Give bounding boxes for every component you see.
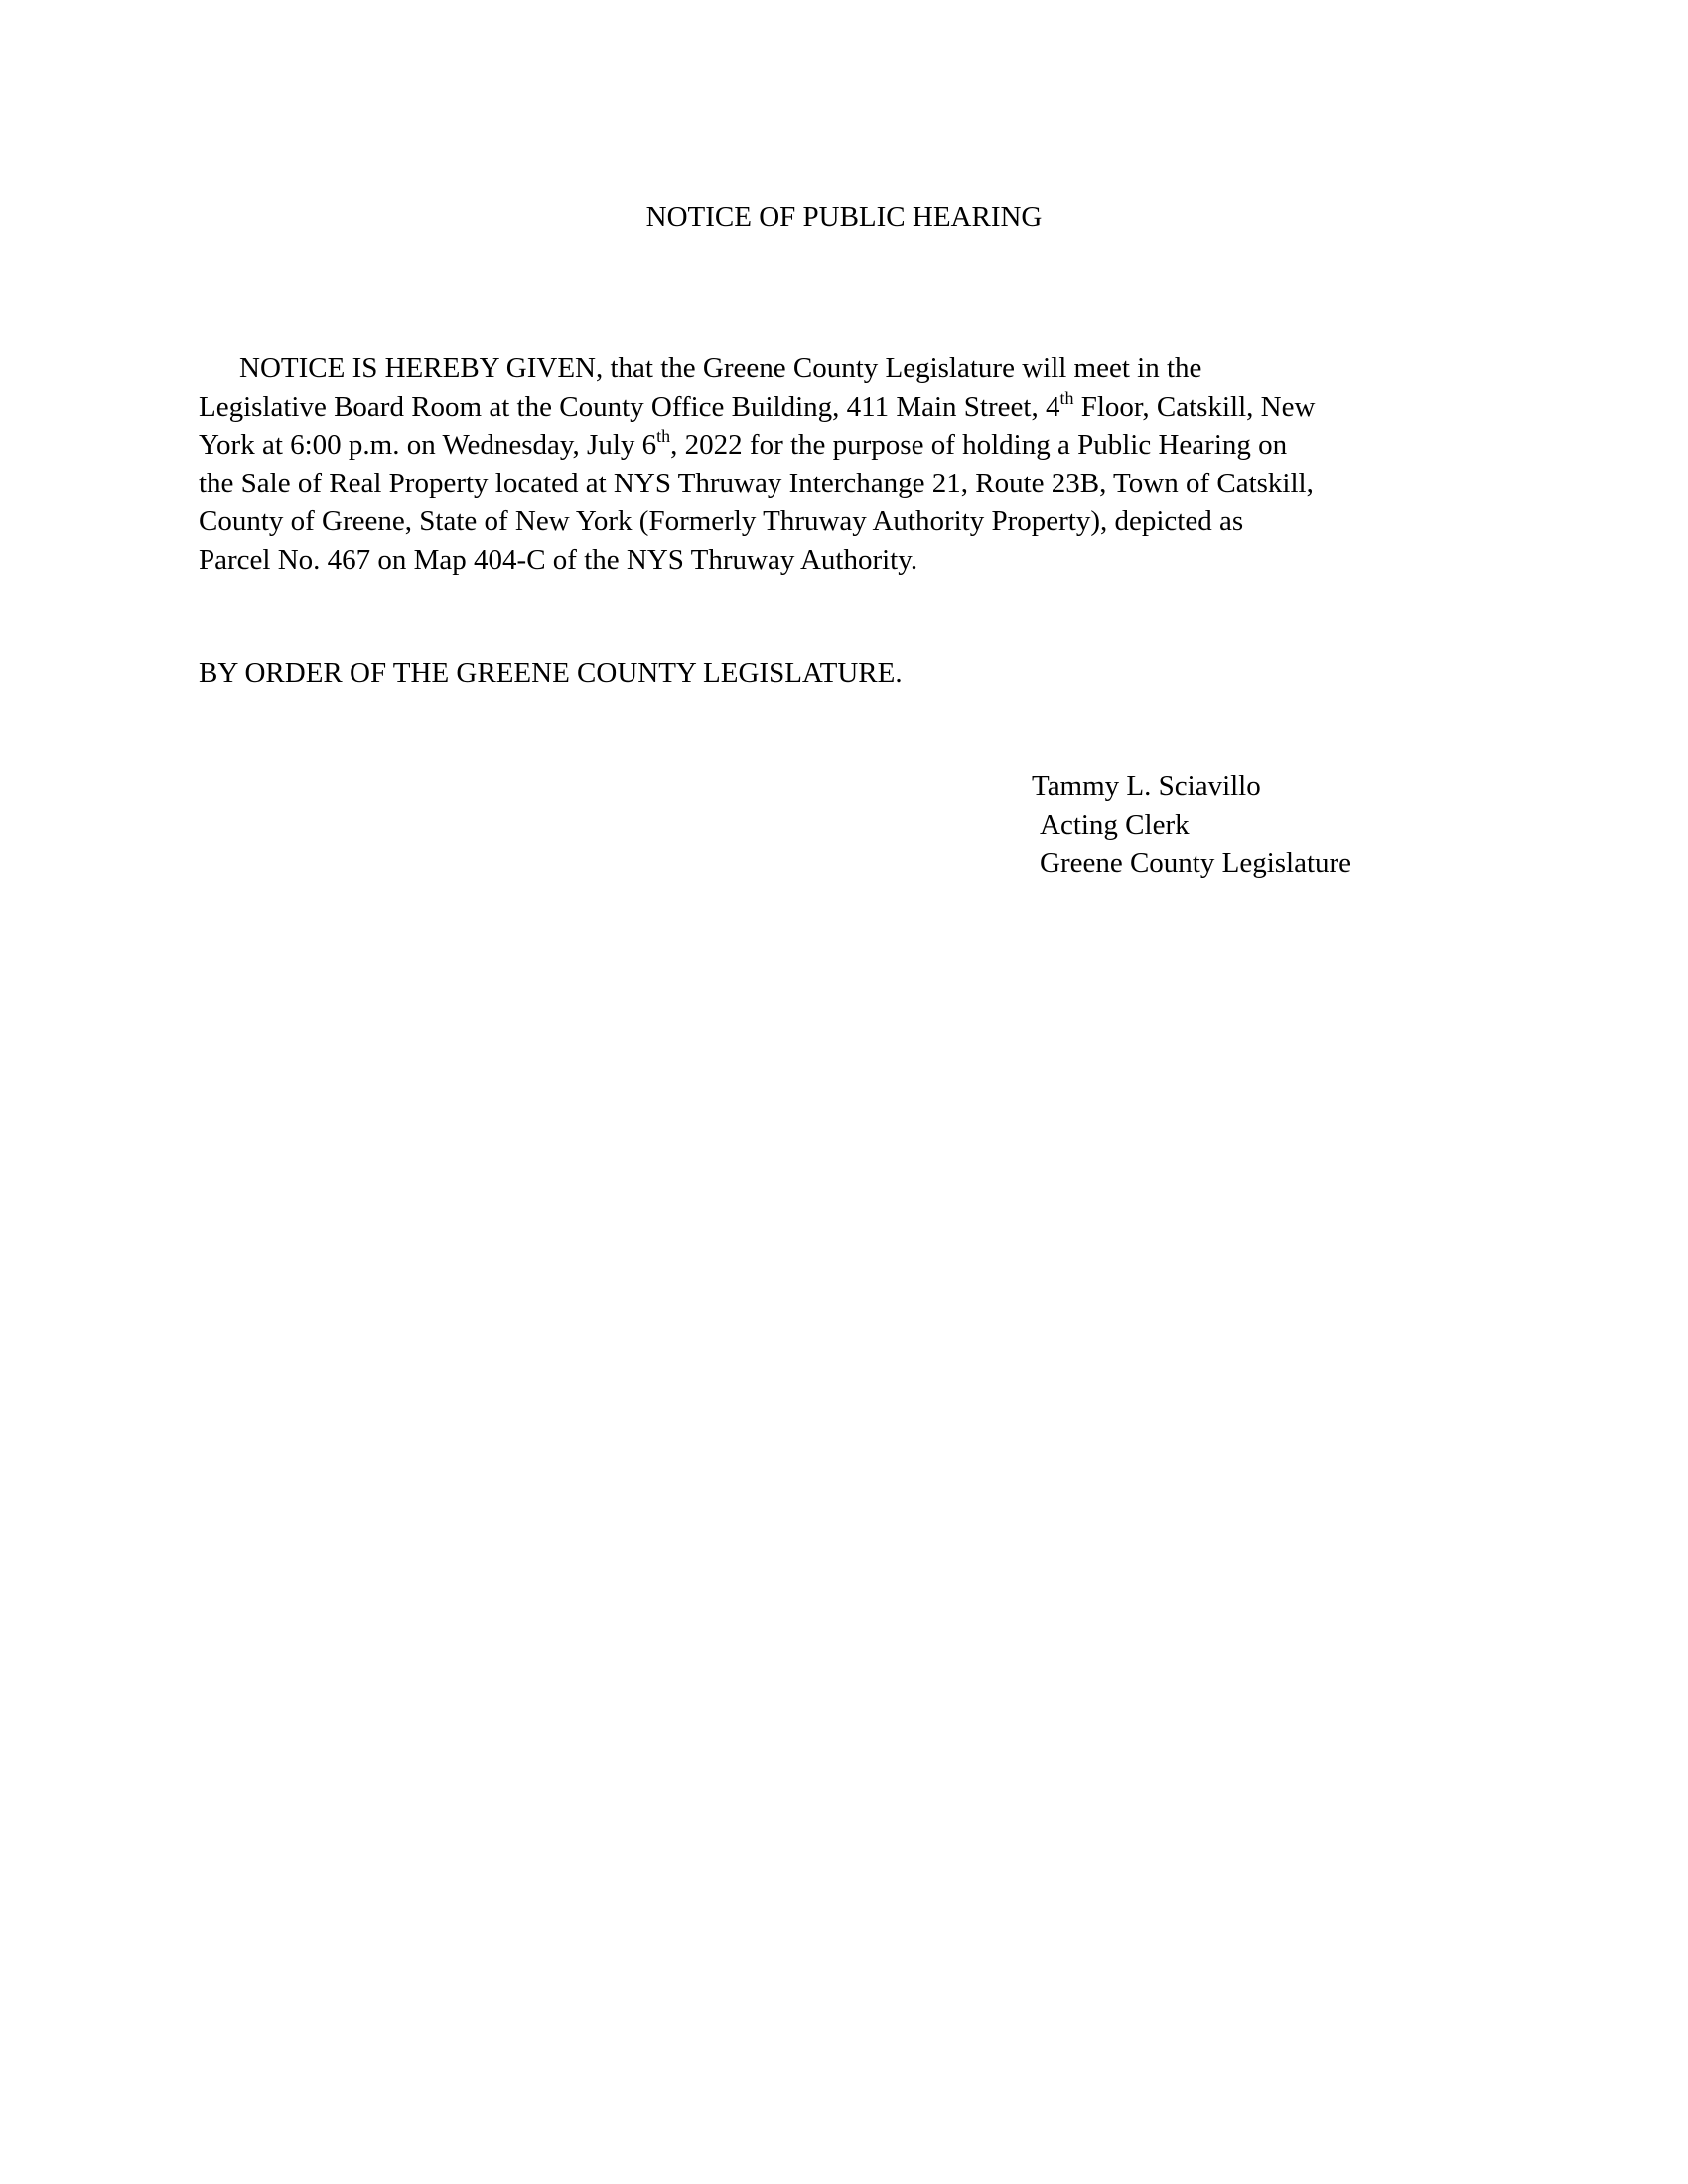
body-line-4-text: the Sale of Real Property located at NYS Thruway Interchange 21, Route 23B, Town of Catskill, <box>199 467 1314 499</box>
body-line-5-text: County of Greene, State of New York (Formerly Thruway Authority Property), depicted as <box>199 505 1244 537</box>
body-line-3-text-before: York at 6:00 p.m. on Wednesday, July 6 <box>199 429 657 461</box>
signer-position: Acting Clerk <box>1040 808 1190 841</box>
body-line-6 <box>199 541 1489 580</box>
body-line-1 <box>199 349 1489 388</box>
body-line-2-text-before: Legislative Board Room at the County Office Building, 411 Main Street, 4 <box>199 390 1060 423</box>
body-line-3-text-after: , 2022 for the purpose of holding a Public Hearing on <box>670 429 1288 461</box>
body-line-2-text-after: Floor, Catskill, New <box>1073 390 1316 423</box>
body-line-2 <box>199 388 1489 427</box>
notice-body <box>199 349 1489 579</box>
signature-block <box>1032 767 1351 883</box>
body-line-6-text: Parcel No. 467 on Map 404-C of the NYS Thruway Authority. <box>199 543 918 576</box>
body-line-5 <box>199 502 1489 541</box>
signer-name: Tammy L. Sciavillo <box>1032 770 1261 802</box>
ordinal-suffix: th <box>656 426 671 447</box>
ordinal-suffix: th <box>1059 387 1074 408</box>
notice-title: NOTICE OF PUBLIC HEARING <box>645 202 1043 233</box>
body-line-1-text: NOTICE IS HEREBY GIVEN, that the Greene County Legislature will meet in the <box>239 352 1202 384</box>
body-line-4 <box>199 465 1489 503</box>
order-statement: BY ORDER OF THE GREENE COUNTY LEGISLATURE. <box>199 657 903 689</box>
signer-organization: Greene County Legislature <box>1040 847 1352 879</box>
body-line-3 <box>199 426 1489 465</box>
